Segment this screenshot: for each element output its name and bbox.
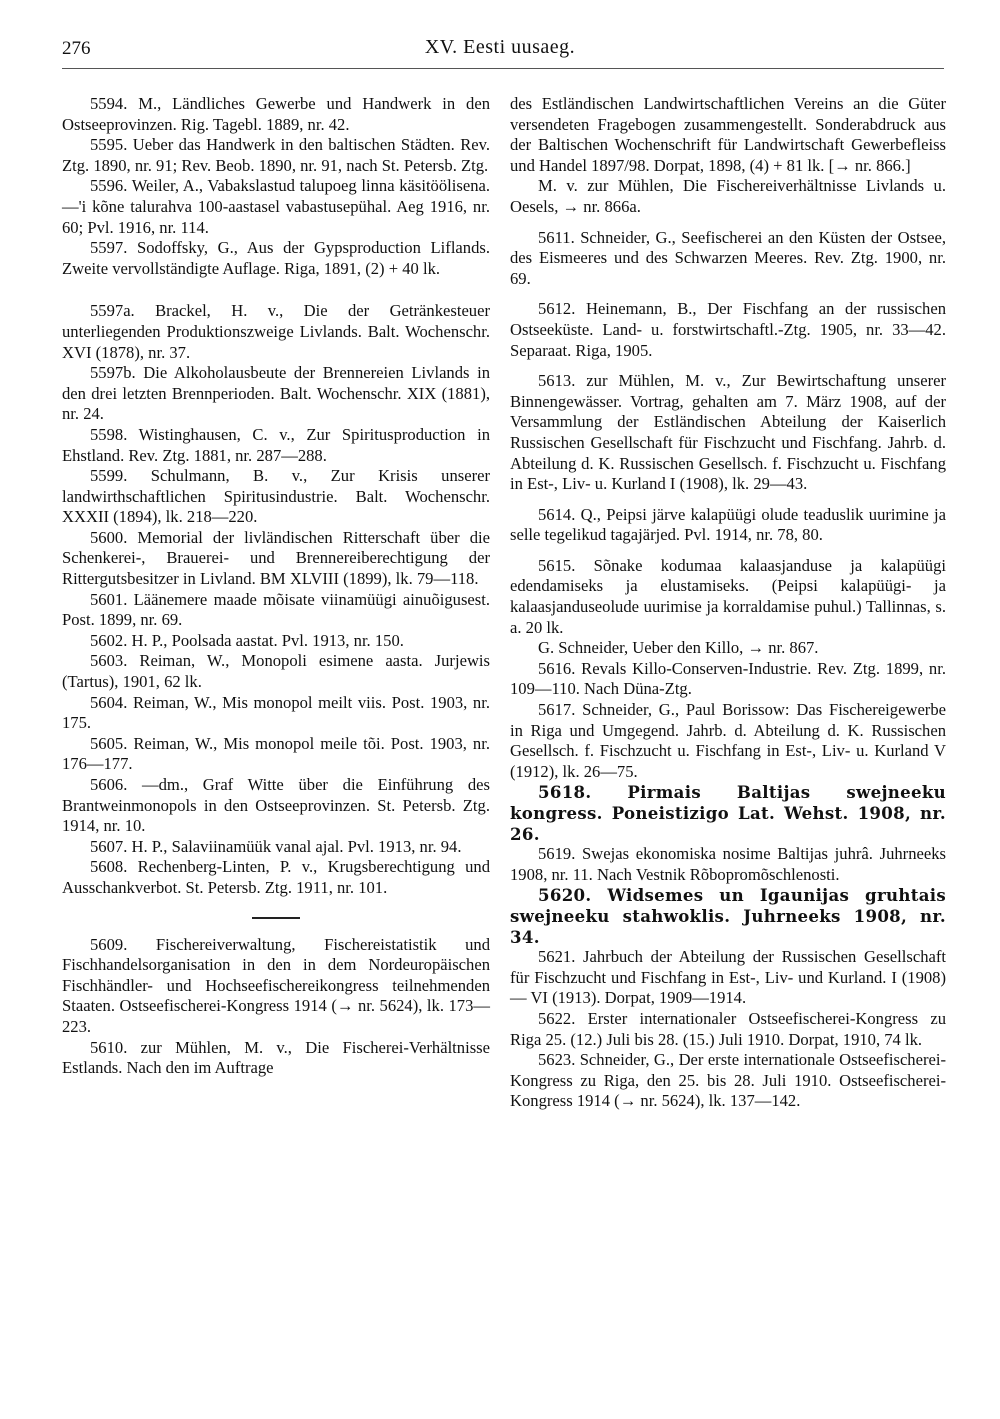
entry-5599: 5599. Schulmann, B. v., Zur Krisis unserer landwirthschaftlichen Spiritusindustrie. Balt. Wochenschr. XXXII (1894), lk. 218—220. — [62, 466, 490, 527]
right-column — [510, 94, 946, 1112]
entry-5619: 5619. Swejas ekonomiska nosime Baltijas juhrâ. Juhrneeks 1908, nr. 11. Nach Vestnik Rõbopromõschlenosti. — [510, 844, 946, 884]
entry-5614: 5614. Q., Peipsi järve kalapüügi olude teaduslik uurimine ja selle tegelikud tagajärjed. Pvl. 1914, nr. 78, 80. — [510, 504, 946, 545]
page-number: 276 — [62, 38, 91, 59]
entry-5602: 5602. H. P., Poolsada aastat. Pvl. 1913, nr. 150. — [90, 630, 404, 650]
entry-5616: 5616. Revals Killo-Conserven-Industrie. Rev. Ztg. 1899, nr. 109—110. Nach Düna-Ztg. — [510, 658, 946, 699]
entry-5607: 5607. H. P., Salaviinamüük vanal ajal. Pvl. 1913, nr. 94. — [90, 836, 462, 856]
entry-5622: 5622. Erster internationaler Ostseefischerei-Kongress zu Riga 25. (12.) Juli bis 28. (15.) Juli 1910. Dorpat, 1910, 74 lk. — [510, 1008, 946, 1049]
entry-5597a: 5597a. Brackel, H. v., Die der Getränkesteuer unterliegenden Produktionszweige Livlands. Balt. Wochenschr. XVI (1878), nr. 37. — [62, 301, 490, 362]
entry-5595: 5595. Ueber das Handwerk in den baltischen Städten. Rev. Ztg. 1890, nr. 91; Rev. Beob. 1890, nr. 91, nach St. Petersb. Ztg. — [62, 135, 490, 175]
running-head: XV. Eesti uusaeg. — [424, 36, 576, 58]
entry-5604: 5604. Reiman, W., Mis monopol meilt viis. Post. 1903, nr. 175. — [62, 692, 490, 733]
entry-5610-continued: des Estländischen Landwirtschaftlichen Vereins an die Güter versendeten Fragebogen zusammengestellt. Sonderabdruck aus der Baltischen Wochenschrift für Landwirtschaft Gewerbefleiss und Handel 1897/98. Dorpat, 1898, (4) + 81 lk. [→ nr. 866.] — [510, 94, 946, 175]
entry-5613: 5613. zur Mühlen, M. v., Zur Bewirtschaftung unserer Binnengewässer. Vortrag, gehalten am 7. März 1908, auf der Versammlung der Estländischen Abteilung der Kaiserlich Russischen Gesellschaft für Fischzucht und Fischfang. Jahrb. d. Abteilung d. K. Russischen Gesellsch. f. Fischzucht u. Fischfang in Est-, Liv- u. Kurland I (1908), lk. 29—43. — [510, 371, 946, 494]
entry-5621: 5621. Jahrbuch der Abteilung der Russischen Gesellschaft für Fischzucht und Fischfang in Est-, Liv- und Kurland. I (1908) — VI (1913). Dorpat, 1909—1914. — [510, 947, 946, 1008]
entry-5608: 5608. Rechenberg-Linten, P. v., Krugsberechtigung und Ausschankverbot. St. Petersb. Ztg. 1911, nr. 101. — [62, 857, 490, 897]
entry-5617: 5617. Schneider, G., Paul Borissow: Das Fischereigewerbe in Riga und Umgegend. Jahrb. d. Abteilung d. K. Russischen Gesellsch. f. Fischzucht u. Fischfang in Est-, Liv- u. Kurland V (1912), lk. 26—75. — [510, 700, 946, 781]
entry-5612: 5612. Heinemann, B., Der Fischfang an der russischen Ostseeküste. Land- u. forstwirtschaftl.-Ztg. 1905, nr. 33—42. Separaat. Riga, 1905. — [510, 299, 946, 360]
entry-5600: 5600. Memorial der livländischen Ritterschaft über die Schenkerei-, Brauerei- und Brennereiberechtigung der Rittergutsbesitzer in Livland. BM XLVIII (1899), lk. 79—118. — [62, 527, 490, 589]
entry-5623: 5623. Schneider, G., Der erste internationale Ostseefischerei-Kongress zu Riga, den 25. bis 28. Juli 1910. Ostseefischerei-Kongress 1914 (→ nr. 5624), lk. 137—142. — [510, 1050, 946, 1111]
entry-5611: 5611. Schneider, G., Seefischerei an den Küsten der Ostsee, des Eismeeres und des Schwarzen Meeres. Rev. Ztg. 1900, nr. 69. — [510, 227, 946, 288]
entry-5609: 5609. Fischereiverwaltung, Fischereistatistik und Fischhandelsorganisation in den in dem Nordeuropäischen Fischhändler- und Hochseefischereikongress teilnehmenden Staaten. Ostseefischerei-Kongress 1914 (→ nr. 5624), lk. 173—223. — [62, 934, 490, 1036]
entry-5594: 5594. M., Ländliches Gewerbe und Handwerk in den Ostseeprovinzen. Rig. Tagebl. 1889, nr. 42. — [62, 94, 490, 134]
cross-reference-866a: M. v. zur Mühlen, Die Fischereiverhältnisse Livlands u. Oesels, → nr. 866a. — [510, 176, 946, 216]
entry-5606: 5606. —dm., Graf Witte über die Einführung des Brantweinmonopols in den Ostseeprovinzen. St. Petersb. Ztg. 1914, nr. 10. — [62, 775, 490, 836]
left-column — [62, 94, 490, 1079]
entry-5596: 5596. Weiler, A., Vabakslastud talupoeg linna käsitöölisena. —'i kõne talurahva 100-aastasel vabastusepühal. Aeg 1916, nr. 60; Pvl. 1916, nr. 114. — [62, 176, 490, 237]
entry-5598: 5598. Wistinghausen, C. v., Zur Spiritusproduction in Ehstland. Rev. Ztg. 1881, nr. 287—288. — [62, 424, 490, 465]
section-separator — [252, 917, 300, 919]
entry-5597b: 5597b. Die Alkoholausbeute der Brennereien Livlands in den drei letzten Brennperioden. Balt. Wochenschr. XIX (1881), nr. 24. — [62, 363, 490, 424]
entry-5615: 5615. Sõnake kodumaa kalaasjanduse ja kalapüügi edendamiseks ja elustamiseks. (Peipsi kalapüügi- ja kalaasjanduseolude uurimise ja korraldamise puhul.) Tallinnas, s. a. 20 lk. — [510, 555, 946, 637]
entry-5618: 5618. Pirmais Baltijas swejneeku kongress. Poneistizigo Lat. Wehst. 1908, nr. 26. — [510, 782, 946, 844]
cross-reference-867: G. Schneider, Ueber den Killo, → nr. 867. — [538, 638, 819, 658]
header-rule — [62, 68, 944, 69]
entry-5620: 5620. Widsemes un Igaunijas gruhtais swejneeku stahwoklis. Juhrneeks 1908, nr. 34. — [510, 885, 946, 947]
entry-5610: 5610. zur Mühlen, M. v., Die Fischerei-Verhältnisse Estlands. Nach den im Auftrage — [62, 1037, 490, 1078]
entry-5601: 5601. Läänemere maade mõisate viinamüügi ainuõigusest. Post. 1899, nr. 69. — [62, 589, 490, 630]
entry-5605: 5605. Reiman, W., Mis monopol meile tõi. Post. 1903, nr. 176—177. — [62, 733, 490, 774]
entry-5597: 5597. Sodoffsky, G., Aus der Gypsproduction Liflands. Zweite vervollständigte Auflage. Riga, 1891, (2) + 40 lk. — [62, 238, 490, 278]
entry-5603: 5603. Reiman, W., Monopoli esimene aasta. Jurjewis (Tartus), 1901, 62 lk. — [62, 651, 490, 692]
